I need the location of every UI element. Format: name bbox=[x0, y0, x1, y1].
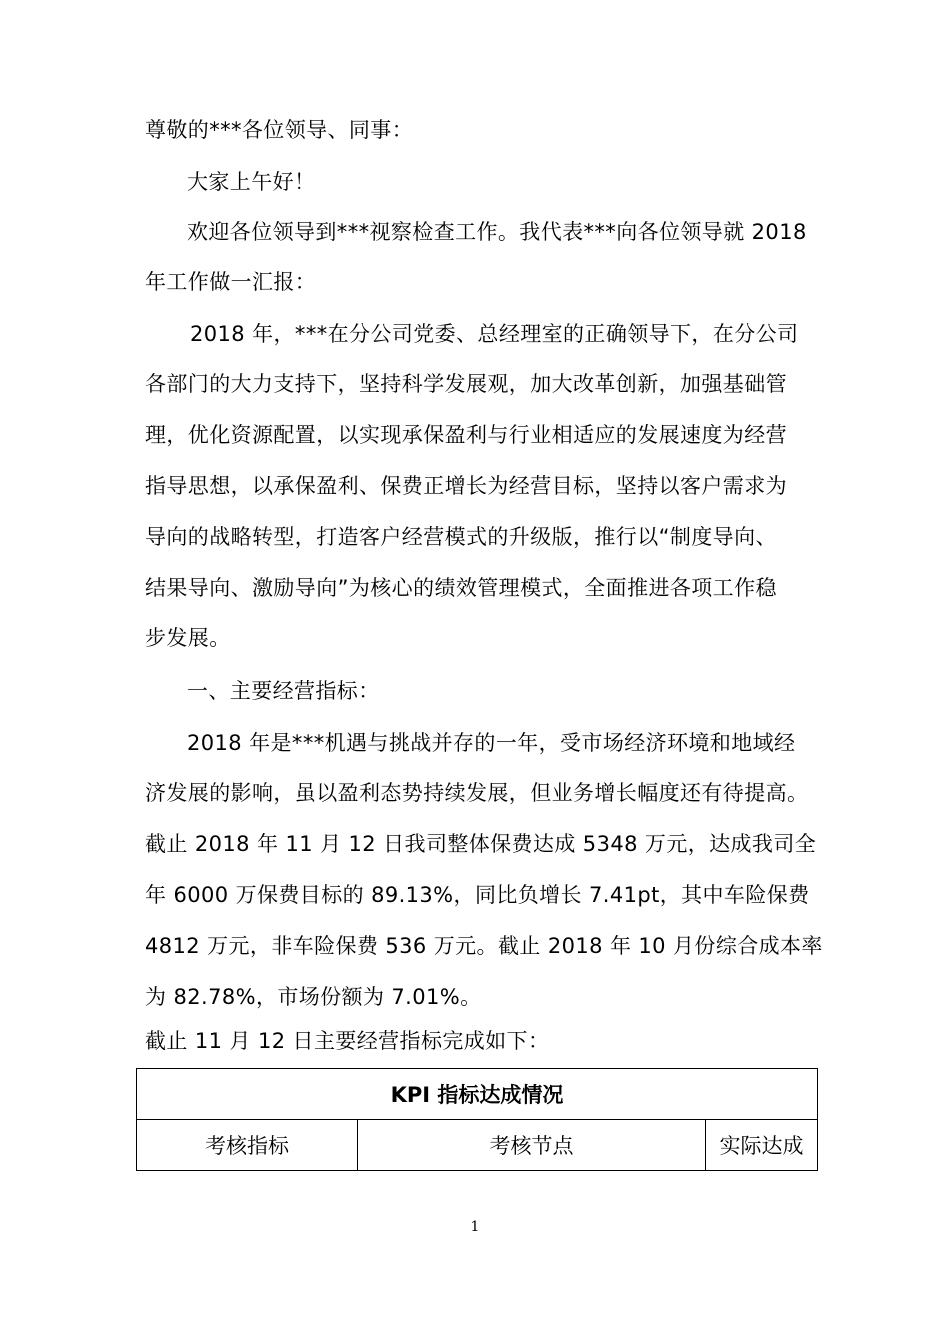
metrics-line-4: 年 6000 万保费目标的 89.13%，同比负增长 7.41pt，其中车险保费 bbox=[145, 883, 810, 907]
metrics-line-1: 2018 年是***机遇与挑战并存的一年，受市场经济环境和地域经 bbox=[187, 731, 796, 755]
summary-line-1: 2018 年，***在分公司党委、总经理室的正确领导下，在分公司 bbox=[190, 322, 799, 346]
summary-line-5: 导向的战略转型，打造客户经营模式的升级版，推行以“制度导向、 bbox=[145, 525, 777, 549]
summary-line-4: 指导思想，以承保盈利、保费正增长为经营目标，坚持以客户需求为 bbox=[145, 474, 787, 498]
greeting-line: 大家上午好！ bbox=[187, 170, 316, 194]
table-intro-line: 截止 11 月 12 日主要经营指标完成如下： bbox=[145, 1029, 550, 1053]
summary-line-6: 结果导向、激励导向”为核心的绩效管理模式，全面推进各项工作稳 bbox=[145, 576, 777, 600]
summary-line-3: 理，优化资源配置，以实现承保盈利与行业相适应的发展速度为经营 bbox=[145, 423, 787, 447]
section-heading: 一、主要经营指标： bbox=[187, 679, 380, 703]
salutation-line: 尊敬的***各位领导、同事： bbox=[145, 118, 414, 142]
header-assessment-indicator: 考核指标 bbox=[137, 1120, 358, 1171]
kpi-table-title: KPI 指标达成情况 bbox=[137, 1069, 818, 1120]
kpi-header-row bbox=[137, 1120, 818, 1171]
intro-line-1: 欢迎各位领导到***视察检查工作。我代表***向各位领导就 2018 bbox=[187, 220, 807, 244]
header-actual-achievement: 实际达成 bbox=[706, 1120, 818, 1171]
header-assessment-node: 考核节点 bbox=[358, 1120, 706, 1171]
metrics-line-2: 济发展的影响，虽以盈利态势持续发展，但业务增长幅度还有待提高。 bbox=[145, 781, 809, 805]
metrics-line-6: 为 82.78%，市场份额为 7.01%。 bbox=[145, 985, 482, 1009]
kpi-table bbox=[136, 1068, 818, 1171]
kpi-title-row bbox=[137, 1069, 818, 1120]
metrics-line-5: 4812 万元，非车险保费 536 万元。截止 2018 年 10 月份综合成本率 bbox=[145, 934, 823, 958]
summary-line-7: 步发展。 bbox=[145, 626, 231, 650]
page-number: 1 bbox=[470, 1219, 480, 1235]
intro-line-2: 年工作做一汇报： bbox=[145, 270, 317, 294]
summary-line-2: 各部门的大力支持下，坚持科学发展观，加大改革创新，加强基础管 bbox=[145, 372, 787, 396]
metrics-line-3: 截止 2018 年 11 月 12 日我司整体保费达成 5348 万元，达成我司全 bbox=[145, 832, 817, 856]
